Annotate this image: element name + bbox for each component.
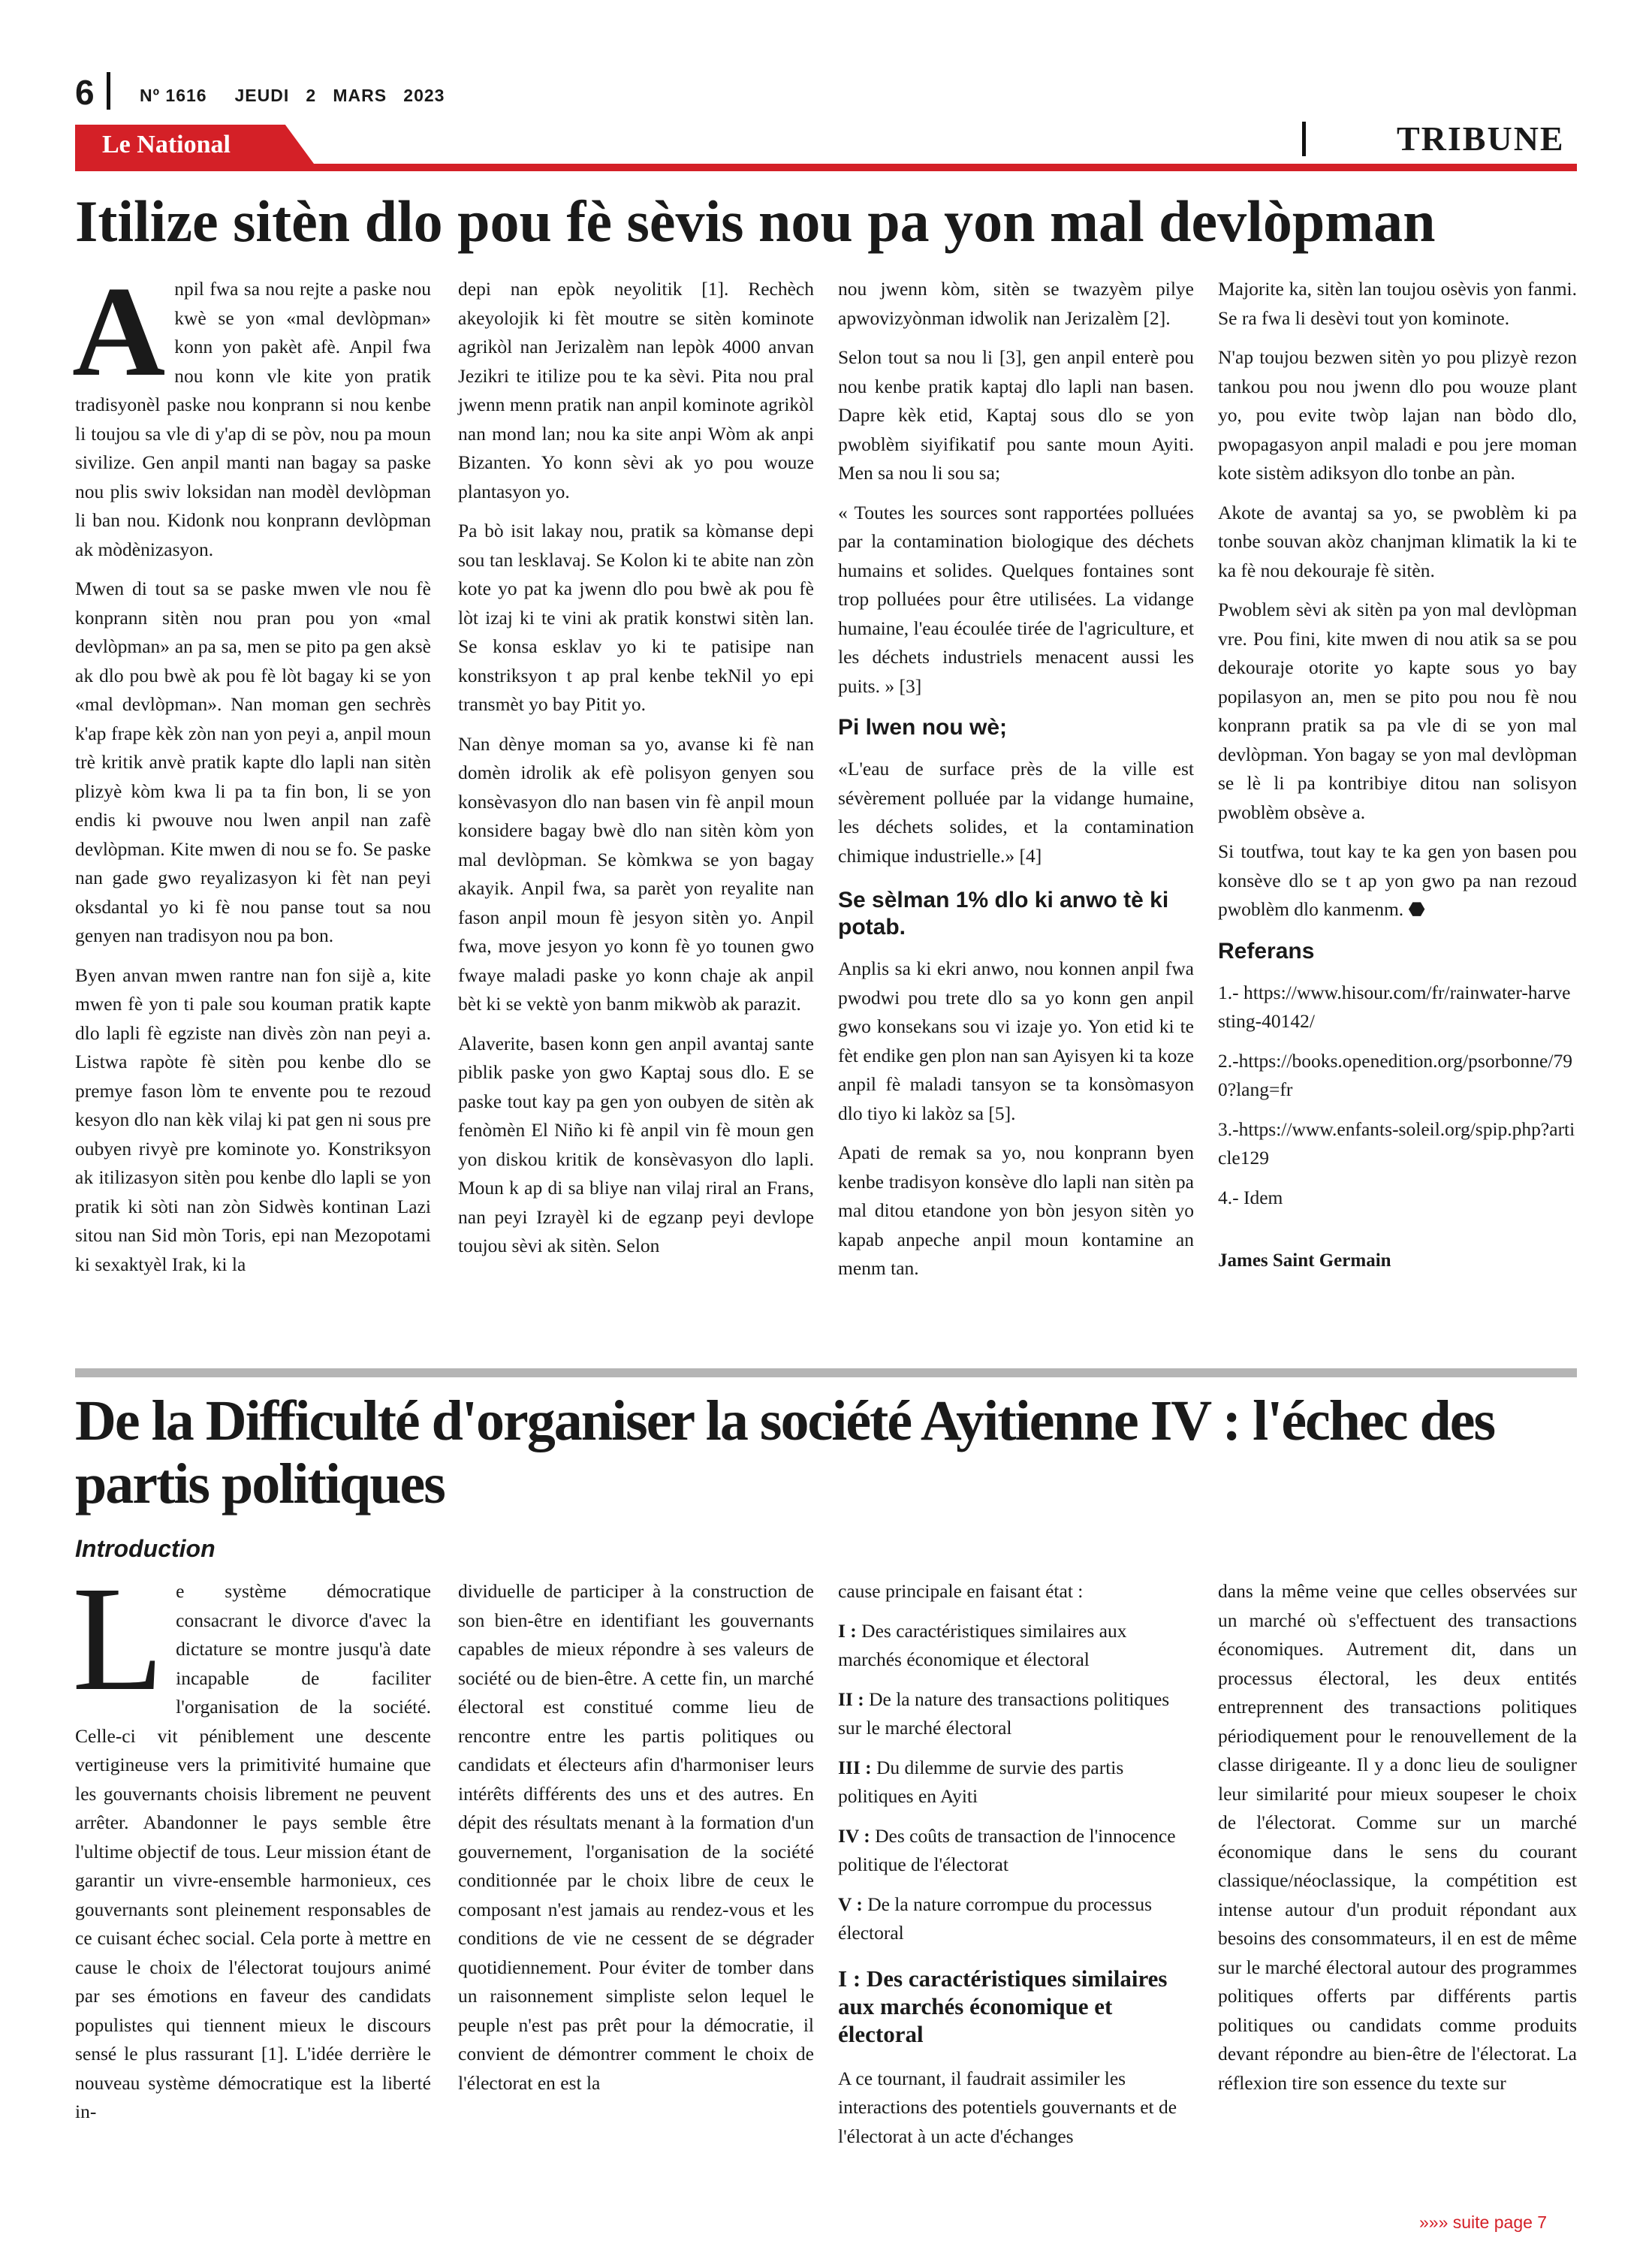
article1-column-4 bbox=[1218, 275, 1577, 1286]
list-text: De la nature des transactions politiques sur le marché électoral bbox=[838, 1687, 1170, 1739]
list-item bbox=[838, 1617, 1194, 1675]
article-separator bbox=[75, 1368, 1577, 1377]
paragraph: A ce tournant, il faudrait assimiler les interactions des potentiels gouvernants et de l'électorat à un acte d'échanges bbox=[838, 2067, 1177, 2147]
drop-cap: L bbox=[72, 1556, 164, 1722]
paragraph: depi nan epòk neyolitik [1]. Rechèch akeyolojik ki fèt moutre se sitèn kominote agrikòl nan Jerizalèm nan lepòk 4000 anvan Jezikri te itilize pou te ka sèvi. Pita nou pral jwenn menn pratik nan anpil kominote agrikòl nan mond lan; nou ka site anpi Wòm ak anpi Bizanten. Yo konn sèvi ak yo pou wouze plantasyon yo. bbox=[458, 278, 814, 502]
article1-column-3 bbox=[838, 275, 1194, 1294]
paragraph: Apati de remak sa yo, nou konprann byen kenbe tradisyon konsève dlo lapli nan sitèn pa mal ditou etandone yon bòn jesyon sitèn yo kapab anpeche anpil moun kontamine an menm tan. bbox=[838, 1142, 1194, 1279]
issue-date-line: Nº 1616 JEUDI 2 MARS 2023 bbox=[140, 86, 445, 105]
quote: «L'eau de surface près de la ville est sévèrement polluée par la vidange humaine, les déchets solides, et la contamination chimique industrielle.» [4] bbox=[838, 758, 1194, 867]
list-item bbox=[838, 1685, 1194, 1743]
list-number: II : bbox=[838, 1687, 864, 1710]
list-text: Du dilemme de survie des partis politiques en Ayiti bbox=[838, 1756, 1124, 1807]
quote: « Toutes les sources sont rapportées polluées par la contamination biologique des déchets humains et solides. Quelques fontaines sont trop polluées pour être utilisées. La vidange humaine, l'eau écoulée tirée de l'agriculture, et les déchets industriels menacent aussi les puits. » [3] bbox=[838, 501, 1194, 697]
list-number: III : bbox=[838, 1756, 872, 1778]
subheading: I : Des caractéristiques similaires aux marchés économique et électoral bbox=[838, 1965, 1168, 2047]
article2-column-3 bbox=[838, 1577, 1194, 2161]
article2-column-1 bbox=[72, 1556, 431, 2137]
list-text: De la nature corrompue du processus électoral bbox=[838, 1893, 1153, 1944]
list-item bbox=[838, 1754, 1194, 1811]
article-title: Itilize sitèn dlo pou fè sèvis nou pa yon mal devlòpman bbox=[75, 189, 1436, 254]
reference-item: 4.- Idem bbox=[1218, 1186, 1283, 1208]
paragraph: Byen anvan mwen rantre nan fon sijè a, kite mwen fè yon ti pale sou kouman pratik kapte dlo lapli fè egziste nan divès zòn nan peyi a. Listwa rapòte fè sitèn pou kenbe dlo se premye fason lòm te envente pou te rezoud kesyon dlo nan kèk vilaj ki pat gen ni sous pre oubyen rivyè pre kominote yo. Konstriksyon ak itilizasyon sitèn pou kenbe dlo lapli se yon pratik ki sòti nan zòn Sidwès kontinan Lazi sitou nan Sid mòn Toris, epi nan Mezopotami ki sexaktyèl Irak, ki la bbox=[75, 964, 431, 1275]
paragraph: dividuelle de participer à la construction de son bien-être en identifiant les gouvernants capables de mieux répondre à ses valeurs de société ou de bien-être. A cette fin, un marché électoral est constitué comme lieu de rencontre entre les partis politiques ou candidats et électeurs afin d'harmoniser leurs intérêts différents des uns et des autres. En dépit des résultats menant à la formation d'un gouvernement, l'organisation de la société conditionnée par le choix libre de ceux le composant n'est jamais au rendez-vous et les conditions de vie ne cessent de se dégrader quotidiennement. Pour éviter de tomber dans un raisonnement simpliste selon lequel le peuple n'est pas prêt pour la démocratie, il convient de démontrer comment le choix de l'électorat en est la bbox=[458, 1580, 814, 2094]
reference-item: 3.-https://www.enfants-soleil.org/spip.php?article129 bbox=[1218, 1117, 1575, 1169]
intro-heading: Introduction bbox=[75, 1535, 216, 1562]
paragraph: Akote de avantaj sa yo, se pwoblèm ki pa tonbe souvan akòz chanjman klimatik la ki te ka fè nou dekouraje fè sitèn. bbox=[1218, 501, 1577, 581]
paragraph bbox=[72, 1556, 431, 2127]
paragraph: Pa bò isit lakay nou, pratik sa kòmanse depi sou tan lesklavaj. Se Kolon ki te abite nan zòn kote yo pat ka jwenn dlo pou bwè ak pou fè lòt izaj ki te vini ak pratik konstwi sitèn lan. Se konsa esklav yo ki te patisipe nan konstriksyon t ap pral kenbe tekNil yo epi transmèt yo bay Pitit yo. bbox=[458, 520, 814, 715]
paragraph: Anplis sa ki ekri anwo, nou konnen anpil fwa pwodwi pou trete dlo sa yo konn gen anpil gwo konsekans sou vi izaje yo. Yon etid ki te fèt endike gen plon nan san Ayisyen ki ta koze anpil fè maladi tansyon se ta konsòmasyon dlo tiyo ki lakòz sa [5]. bbox=[838, 958, 1194, 1124]
list-number: V : bbox=[838, 1893, 863, 1915]
page-number: 6 bbox=[75, 73, 95, 112]
list-number: IV : bbox=[838, 1824, 870, 1847]
paragraph: Pwoblem sèvi ak sitèn pa yon mal devlòpman vre. Pou fini, kite mwen di nou atik sa se pou dekouraje otorite yo kapte sous yo bay popilasyon an, men se pito pou nou fè nou konprann pratik sa pa vle di se yon mal devlòpman. Yon bagay se yon mal devlòpman se lè li pa kontribiye ditou nan solisyon pwoblèm obsève a. bbox=[1218, 599, 1577, 823]
paragraph: Mwen di tout sa se paske mwen vle nou fè konprann sitèn nou pran pou yon «mal devlòpman» an pa sa, men se pito pa gen aksè ak dlo pou bwè ak pou fè lòt bagay ki se yon «mal devlòpman». Nan moman gen sechrès k'ap frape kèk zòn nan yon peyi a, anpil moun trè kritik anvè pratik kapte dlo lapli nan sitèn plizyè kòm kwa li pa ta fin bon, li se yon endis ki pwouve nou lwen anpil nan zafè devlòpman. Kite mwen di nou se fo. Se paske nan gade gwo reyalizasyon ki fèt nan peyi oksdantal yo ki fè nou panse tout sa nou genyen nan tradisyon nou pa bon. bbox=[75, 578, 431, 946]
references-heading: Referans bbox=[1218, 938, 1315, 964]
paragraph-text: e système démocratique consacrant le divorce d'avec la dictature se montre jusqu'à date incapable de faciliter l'organisation de la société. Celle-ci vit péniblement une descente vertigineuse vers la primitivité humaine que les gouvernants choisis librement ne peuvent arrêter. Abandonner le pays semble être l'ultime objectif de tous. Leur mission étant de garantir un vivre-ensemble harmonieux, ces gouvernants sont pleinement responsables de ce cuisant échec social. Cela porte à mettre en cause le choix de l'électorat toujours animé par ses émotions en faveur des candidats populistes qui tiennent mieux le discours sensé le plus rassurant [1]. L'idée derrière le nouveau système démocratique est la liberté in- bbox=[75, 1580, 431, 2122]
article2-column-4 bbox=[1218, 1577, 1577, 2108]
end-mark-icon: ⬣ bbox=[1408, 898, 1425, 920]
list-number: I : bbox=[838, 1619, 857, 1642]
article-title: De la Difficulté d'organiser la société Ayitienne IV : l'échec des partis politiques bbox=[75, 1389, 1495, 1516]
paragraph bbox=[72, 261, 431, 564]
page-number-divider bbox=[107, 72, 110, 110]
paragraph: nou jwenn kòm, sitèn se twazyèm pilye apwovizyònman idwolik nan Jerizalèm [2]. bbox=[838, 278, 1194, 329]
subheading: Pi lwen nou wè; bbox=[838, 715, 1008, 740]
paragraph-text: npil fwa sa nou rejte a paske nou kwè se yon «mal devlòpman» konn yon pakèt afè. Anpil fwa nou konn vle kite yon pratik tradisyonèl paske nou konprann si nou kenbe li toujou sa vle di y'ap di se pòv, nou pa moun sivilize. Gen anpil manti nan bagay sa paske nou plis swiv loksidan nan modèl devlòpman li ban nou. Kidonk nou konprann devlòpman ak mòdènizasyon. bbox=[75, 278, 431, 560]
reference-item: 1.- https://www.hisour.com/fr/rainwater-harvesting-40142/ bbox=[1218, 981, 1571, 1032]
header-rule bbox=[75, 164, 1577, 171]
paragraph: cause principale en faisant état : bbox=[838, 1580, 1084, 1602]
paragraph: dans la même veine que celles observées sur un marché où s'effectuent des transactions économiques. Autrement dit, dans un processus électoral, les deux entités entreprennent des transactions politiques périodiquement pour le renouvellement de la classe dirigeante. Il y a donc lieu de souligner leur similarité pour mieux soupeser le choix de l'électorat. Comme sur un marché économique dans le sens du courant classique/néoclassique, la compétition est intense autour d'un produit répondant aux besoins des consommateurs, il en est de même sur le marché électoral autour des programmes politiques offerts par différents partis politiques ou candidats comme produits devant répondre au bien-être de l'électorat. La réflexion tire son essence du texte sur bbox=[1218, 1580, 1577, 2094]
paragraph: Selon tout sa nou li [3], gen anpil enterè pou nou kenbe pratik kaptaj dlo lapli nan basen. Dapre kèk etid, Kaptaj sous dlo se yon pwoblèm siyifikatif pou sante moun Ayiti. Men sa nou li sou sa; bbox=[838, 346, 1194, 484]
article2-column-2 bbox=[458, 1577, 814, 2108]
list-item bbox=[838, 1890, 1194, 1948]
section-title: TRIBUNE bbox=[1397, 119, 1565, 158]
list-text: Des coûts de transaction de l'innocence politique de l'électorat bbox=[838, 1824, 1176, 1875]
author-signature: James Saint Germain bbox=[1218, 1250, 1391, 1271]
list-text: Des caractéristiques similaires aux marchés économique et électoral bbox=[838, 1619, 1127, 1670]
paragraph: Majorite ka, sitèn lan toujou osèvis yon fanmi. Se ra fwa li desèvi tout yon kominote. bbox=[1218, 278, 1577, 329]
section-divider bbox=[1302, 122, 1306, 156]
reference-item: 2.-https://books.openedition.org/psorbonne/790?lang=fr bbox=[1218, 1049, 1572, 1100]
paragraph: Nan dènye moman sa yo, avanse ki fè nan domèn idrolik ak efè polisyon genyen sou konsèvasyon dlo nan basen vin fè anpil moun konsidere bagay bwè dlo nan sitèn kòm yon mal devlòpman. Se kòmkwa se yon bagay akayik. Anpil fwa, sa parèt yon reyalite nan fason anpil moun fè jesyon sitèn yo. Anpil fwa, move jesyon yo konn fè yo tounen gwo fwaye maladi paske yo konn chaje ak anpil bèt ki se vektè yon banm mikwòb ak parazit. bbox=[458, 732, 814, 1015]
drop-cap: A bbox=[72, 261, 166, 403]
brand-name: Le National bbox=[102, 131, 231, 158]
continued-link[interactable]: »»» suite page 7 bbox=[1419, 2212, 1548, 2232]
list-item bbox=[838, 1822, 1194, 1880]
paragraph bbox=[1218, 837, 1577, 924]
article1-column-1 bbox=[72, 261, 431, 1289]
paragraph: N'ap toujou bezwen sitèn yo pou plizyè rezon tankou pou nou jwenn dlo pou wouze plant yo, pou evite twòp lajan nan bòdo dlo, pwopagasyon anpil maladi e pou jere moman kote sistèm adiksyon dlo tonbe an pàn. bbox=[1218, 346, 1577, 484]
paragraph: Alaverite, basen konn gen anpil avantaj sante piblik paske yon gwo Kaptaj sous dlo. E se paske tout kay pa gen yon oubyen de sitèn ak fenòmèn El Niño ki fè anpil vin fè moun gen yon diskou kritik de konsèvasyon dlo lapli. Moun k ap di sa bliye nan vilaj riral an Frans, nan peyi Izrayèl ki de egzanp peyi devlope toujou sèvi ak sitèn. Selon bbox=[458, 1032, 814, 1256]
subheading: Se sèlman 1% dlo ki anwo tè ki potab. bbox=[838, 888, 1169, 940]
article1-column-2 bbox=[458, 275, 814, 1271]
paragraph-text: Si toutfwa, tout kay te ka gen yon basen pou konsève dlo se t ap yon gwo pa nan rezoud pwoblèm dlo kanmenm. bbox=[1218, 840, 1577, 920]
